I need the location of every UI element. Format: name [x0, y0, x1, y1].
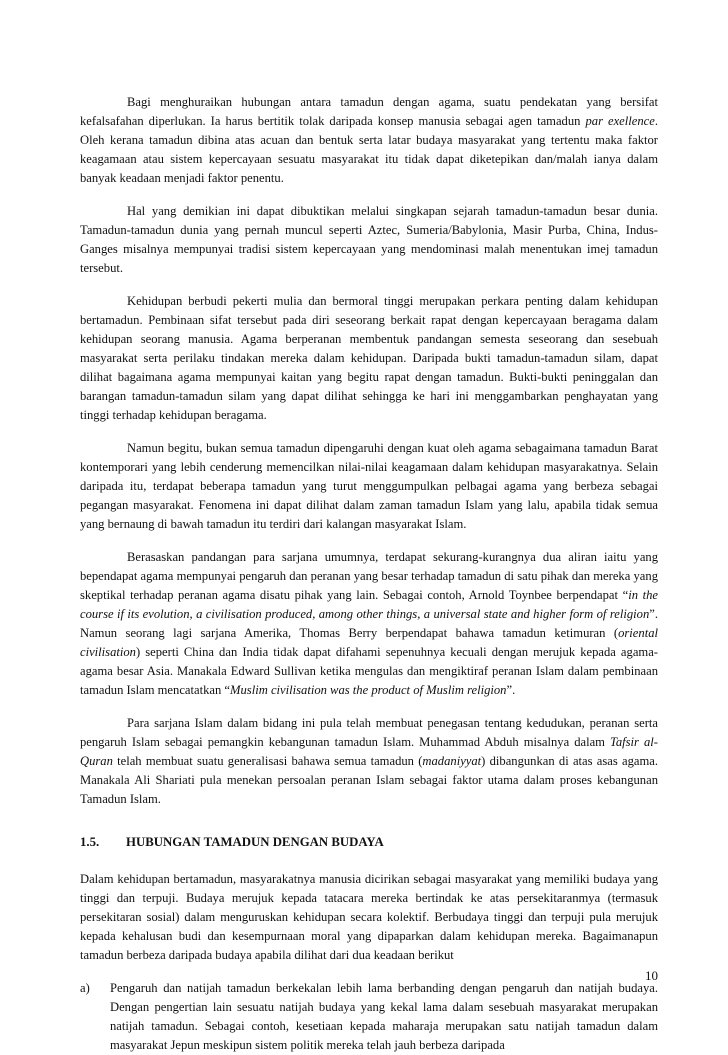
paragraph-1: Bagi menghuraikan hubungan antara tamadun dengan agama, suatu pendekatan yang bersifat kefalsafahan diperlukan. Ia harus bertitik tolak daripada konsep manusia sebagai agen tamadun par exellence. Oleh kerana tamadun dibina atas acuan dan bentuk serta latar budaya masyarakat yang tertentu maka faktor keagamaan atau sistem kepercayaan sesuatu masyarakat itu tidak dapat diketepikan dan/malah ianya dalam banyak keadaan menjadi faktor penentu.: [80, 95, 658, 185]
section-title: HUBUNGAN TAMADUN DENGAN BUDAYA: [126, 835, 384, 849]
section-number: 1.5.: [80, 835, 100, 849]
italic-text: Muslim civilisation was the product of Muslim religion: [230, 683, 507, 697]
list-item-text: Pengaruh dan natijah tamadun berkekalan lebih lama berbanding dengan pengaruh dan natijah budaya. Dengan pengertian lain sesuatu natijah budaya yang kekal lama dalam sesebuah masyarakat merupakan natijah tamadun. Sebagai contoh, kesetiaan kepada maharaja merupakan satu natijah tamadun dalam masyarakat Jepun meskipun sistem politik mereka telah jauh berbeza daripada: [110, 981, 658, 1052]
italic-text: madaniyyat: [422, 754, 482, 768]
italic-text: in the course if its evolution, a civilisation produced, among other things, a universal state and higher form of religion: [80, 588, 658, 621]
paragraph-2: Hal yang demikian ini dapat dibuktikan melalui singkapan sejarah tamadun-tamadun besar dunia. Tamadun-tamadun dunia yang pernah muncul seperti Aztec, Sumeria/Babylonia, Masir Purba, China, Indus-Ganges misalnya mempunyai tradisi sistem kepercayaan yang mendominasi malah menentukan imej tamadun tersebut.: [80, 204, 658, 275]
section-heading: [80, 833, 658, 852]
paragraph-3: Kehidupan berbudi pekerti mulia dan bermoral tinggi merupakan perkara penting dalam kehidupan bertamadun. Pembinaan sifat tersebut pada diri seseorang berkait rapat dengan kepercayaan beragama dalam kehidupan seorang manusia. Agama berperanan membentuk pandangan semesta seseorang dan sesebuah masyarakat serta perilaku tindakan mereka dalam kehidupan. Daripada bukti tamadun-tamadun silam, dapat dilihat bagaimana agama mempunyai kaitan yang begitu rapat dengan tamadun. Bukti-bukti peninggalan dan barangan tamadun-tamadun silam yang dapat dilihat sehingga ke hari ini menggambarkan penghayatan yang tinggi terhadap kehidupan beragama.: [80, 294, 658, 422]
paragraph-5: Berasaskan pandangan para sarjana umumnya, terdapat sekurang-kurangnya dua aliran iaitu yang bependapat agama mempunyai pengaruh dan peranan yang besar terhadap tamadun di satu pihak dan mereka yang skeptikal terhadap peranan agama disatu pihak yang lain. Sebagai contoh, Arnold Toynbee berpendapat “in the course if its evolution, a civilisation produced, among other things, a universal state and higher form of religion”. Namun seorang lagi sarjana Amerika, Thomas Berry berpendapat bahawa tamadun ketimuran (oriental civilisation) seperti China dan India tidak dapat difahami sepenuhnya kecuali dengan merujuk kepada agama-agama besar Asia. Manakala Edward Sullivan ketika mengulas dan mengiktiraf peranan Islam dalam pembinaan tamadun Islam mencatatkan “Muslim civilisation was the product of Muslim religion”.: [80, 550, 658, 697]
list-item: [80, 979, 658, 1055]
italic-text: Tafsir al-Quran: [80, 735, 658, 768]
page-number: 10: [645, 968, 658, 983]
list-marker: a): [80, 981, 90, 995]
document-page: [80, 93, 658, 1055]
paragraph-6: Para sarjana Islam dalam bidang ini pula telah membuat penegasan tentang kedudukan, peranan serta pengaruh Islam sebagai pemangkin kebangunan tamadun Islam. Muhammad Abduh misalnya dalam Tafsir al-Quran telah membuat suatu generalisasi bahawa semua tamadun (madaniyyat) dibangunkan di atas asas agama. Manakala Ali Shariati pula menekan persoalan peranan Islam sebagai faktor utama dalam proses kebangunan Tamadun Islam.: [80, 716, 659, 806]
paragraph-4: Namun begitu, bukan semua tamadun dipengaruhi dengan kuat oleh agama sebagaimana tamadun Barat kontemporari yang lebih cenderung memencilkan nilai-nilai keagamaan dalam kehidupan masyarakatnya. Selain daripada itu, terdapat beberapa tamadun yang turut menggumpulkan pelbagai agama yang berbeza sebagai pegangan masyarakat. Fenomena ini dapat dilihat dalam zaman tamadun Islam yang lalu, apabila tidak semua yang bernaung di bawah tamadun itu terdiri dari kalangan masyarakat Islam.: [80, 441, 658, 531]
paragraph-7: Dalam kehidupan bertamadun, masyarakatnya manusia dicirikan sebagai masyarakat yang memiliki budaya yang tinggi dan terpuji. Budaya merujuk kepada tatacara mereka bertindak ke atas persekitaranmya (termasuk persekitaran sosial) dalam menguruskan kehidupan secara kolektif. Berbudaya tinggi dan terpuji pula merujuk kepada kehalusan budi dan kesempurnaan moral yang dipaparkan dalam kehidupan mereka. Bagaimanapun tamadun berbeza daripada budaya apabila dilihat dari dua keadaan berikut: [80, 872, 658, 962]
italic-text: oriental civilisation: [80, 626, 658, 659]
italic-text: par exellence: [585, 114, 655, 128]
